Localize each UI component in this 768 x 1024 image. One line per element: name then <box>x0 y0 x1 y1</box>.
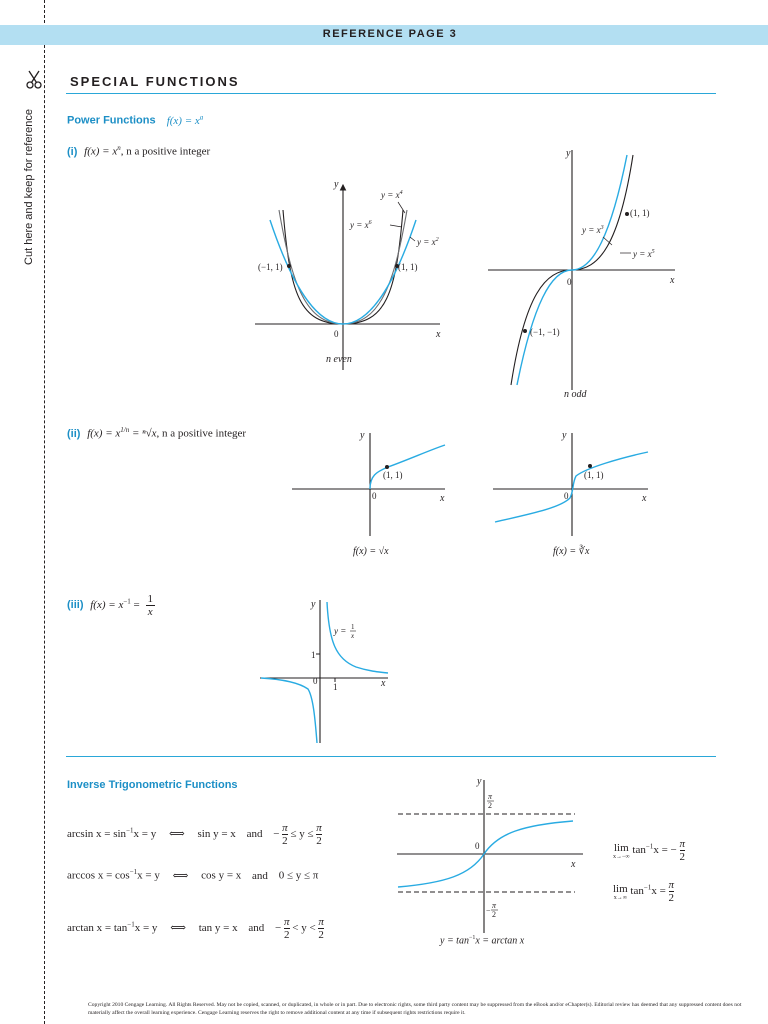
label-curve-num: 1 <box>351 623 355 631</box>
label-x: x <box>381 678 386 689</box>
label-x: x <box>642 493 647 504</box>
item-ii: (ii) $f(x) = x^{1/n} = ^n√x$, n a positive integer <box>67 426 247 440</box>
label-one-y: 1 <box>311 650 316 660</box>
caption-sqrt: f(x) = √x <box>353 546 389 557</box>
curve-recip-pos <box>327 602 388 673</box>
label-point: (1, 1) <box>584 470 604 480</box>
caption-arctan: $y = \tan^{-1}x = \arctan x$ <box>440 935 525 947</box>
inverse-trig-heading: Inverse Trigonometric Functions <box>67 779 238 791</box>
caption-n-odd: n odd <box>564 389 587 400</box>
point-one-one <box>385 465 389 469</box>
power-functions-heading: Power Functions $f(x) = x^a$ <box>67 113 204 127</box>
label-origin: 0 <box>475 841 480 851</box>
label-y-x6: $y = x^6$ <box>350 220 372 230</box>
leader-x2 <box>410 237 415 241</box>
curve-recip-neg <box>261 678 317 743</box>
label-y: y <box>360 430 365 441</box>
section-rule-2 <box>66 756 716 757</box>
label-y: y <box>477 776 482 787</box>
limit-pos-infinity: lim x→∞ $\tan^{-1}x$ = $\frac{\pi}{2}$ <box>613 879 675 904</box>
label-two-bottom: 2 <box>492 910 496 919</box>
label-neg: − <box>486 906 491 915</box>
label-origin: 0 <box>372 491 377 501</box>
label-two-top: 2 <box>488 801 492 810</box>
caption-n-even: n even <box>326 354 352 365</box>
label-x: x <box>571 859 576 870</box>
label-p-left: (−1, 1) <box>258 262 283 272</box>
copyright-notice: Copyright 2010 Cengage Learning. All Rights Reserved. May not be copied, scanned, or duplicated, in whole or in part. Due to electronic rights, some third party content may be suppressed from the eBook and/or eChapter(s). Editorial review has deemed that any suppressed content does not materially affect the overall learning experience. Cengage Learning reserves the right to remove additional content at any time if subsequent rights restrictions require it. <box>88 1002 742 1016</box>
label-y: y <box>562 430 567 441</box>
label-y: y <box>566 148 571 159</box>
arccos-definition: $\arccos x = \cos^{-1}x = y$ ⟺ cos y = x and 0 ≤ y ≤ π <box>67 868 319 882</box>
label-origin: 0 <box>313 676 318 686</box>
section-rule <box>66 93 716 94</box>
even-power-graph <box>250 175 450 375</box>
label-p-right: (1, 1) <box>398 262 418 272</box>
leader-x6 <box>390 225 402 227</box>
point-one-one <box>625 212 629 216</box>
caption-cbrt: f(x) = ∛x <box>553 546 590 557</box>
label-one-x: 1 <box>333 682 338 692</box>
label-pi-top: π <box>488 792 493 801</box>
point-neg-one-neg-one <box>523 329 527 333</box>
page-title: REFERENCE PAGE 3 <box>322 28 458 40</box>
scissors-icon <box>24 70 44 90</box>
arcsin-definition: $\arcsin x = \sin^{-1}x = y$ ⟺ sin y = x and − $\frac{\pi}{2}$ ≤ y ≤ $\frac{\pi}{2}$ <box>67 822 322 847</box>
label-p-neg: (−1, −1) <box>530 327 560 337</box>
label-y-x5: $y = x^5$ <box>633 249 655 259</box>
limit-neg-infinity: lim x→−∞ $\tan^{-1}x$ = − $\frac{\pi}{2}$ <box>613 838 686 863</box>
label-curve: y = <box>334 626 347 636</box>
odd-power-graph <box>485 145 685 395</box>
label-y-x2: $y = x^2$ <box>417 237 439 247</box>
point-one-one <box>588 464 592 468</box>
item-i: (i) $f(x) = x^n$, n a positive integer <box>67 144 211 158</box>
item-iii: (iii) $f(x) = x^{-1}$ = $\frac{1}{x}$ <box>67 593 153 618</box>
label-y: y <box>311 599 316 610</box>
sqrt-graph <box>290 428 455 538</box>
label-p-pos: (1, 1) <box>630 208 650 218</box>
label-point: (1, 1) <box>383 470 403 480</box>
section-title: SPECIAL FUNCTIONS <box>70 74 240 89</box>
arctan-graph <box>395 775 600 935</box>
label-x: x <box>440 493 445 504</box>
label-origin: 0 <box>334 329 339 339</box>
label-curve-den: x <box>351 632 355 640</box>
label-origin: 0 <box>567 277 572 287</box>
curve-sqrt <box>370 445 445 489</box>
leader-x4 <box>398 202 405 213</box>
arctan-definition: $\arctan x = \tan^{-1}x = y$ ⟺ tan y = x and − $\frac{\pi}{2}$ < y < $\frac{\pi}{2}$ <box>67 916 324 941</box>
cut-line <box>44 0 45 1024</box>
label-x: x <box>436 329 441 340</box>
cbrt-graph <box>490 428 655 538</box>
label-x: x <box>670 275 675 286</box>
reciprocal-graph <box>258 597 393 745</box>
point-neg-one-one <box>287 264 291 268</box>
label-y-x4: $y = x^4$ <box>381 190 403 200</box>
cut-instruction: Cut here and keep for reference <box>23 109 35 265</box>
label-pi-bottom: π <box>492 901 497 910</box>
label-y: y <box>334 179 339 190</box>
label-y-x3: $y = x^3$ <box>582 225 604 235</box>
label-origin: 0 <box>564 491 569 501</box>
